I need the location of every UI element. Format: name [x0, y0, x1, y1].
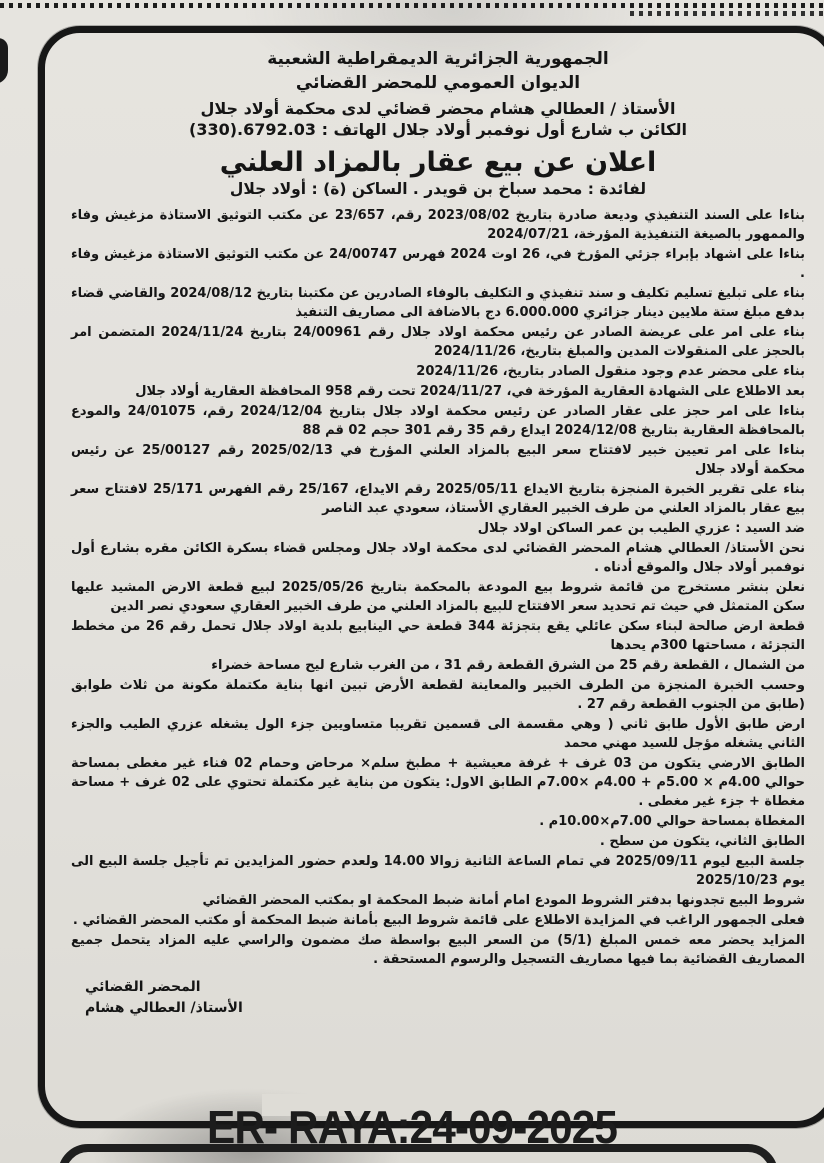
body-paragraph: الطابق الارضي يتكون من 03 غرف + غرفة معيشية + مطبخ سلم× مرحاض وحمام 02 فناء غير مغطى بمساحة حوالي 4.00م × 5.00م + 4.00م ×7.00م الطابق الاول: يتكون من بناية غير مكتملة تحتوي على 02 غرف + مساحة مغطاة + جزء غير مغطى .	[71, 756, 805, 809]
body-paragraph: قطعة ارض صالحة لبناء سكن عائلي يقع بتجزئة 344 قطعة حي الينابيع بلدية اولاد جلال تحمل رقم 26 من مخطط التجزئة ، مساحتها 300م يحدها	[71, 619, 805, 653]
page-title: اعلان عن بيع عقار بالمزاد العلني	[219, 147, 657, 178]
republic-line: الجمهورية الجزائرية الديمقراطية الشعبية	[267, 49, 609, 69]
body-paragraph: المزايد يحضر معه خمس المبلغ (5/1) من السعر البيع بواسطة صك مضمون والراسي عليه المزاد يتحمل جميع المصاريف القضائية بما فيها مصاريف التسجيل والرسوم المستحقة .	[71, 933, 806, 967]
body-paragraph: شروط البيع تجدونها بدفتر الشروط المودع امام أمانة ضبط المحكمة او بمكتب المحضر القضائي	[202, 893, 805, 908]
body-paragraph: بناء على امر على عريضة الصادر عن رئيس محكمة اولاد جلال رقم 24/00961 بتاريخ 2024/11/24 المتضمن امر بالحجز على المنقولات المدين والمبلغ بتاريخ، 2024/11/26	[71, 325, 805, 359]
next-announcement-frame-edge	[58, 1144, 778, 1163]
signature-name: الأستاذ/ العطالي هشام	[85, 1000, 243, 1016]
body-paragraph: الطابق الثاني، يتكون من سطح .	[599, 834, 805, 849]
address-label: الكائن ب شارع أول نوفمبر أولاد جلال الهاتف :	[321, 120, 687, 139]
address-phone-line	[71, 120, 805, 139]
body-paragraph: وحسب الخبرة المنجزة من الطرف الخبير والمعاينة لقطعة الأرض تبين انها بناية مكتملة مكونة من ثلاث طوابق (طابق من الجنوب القطعة رقم 27 .	[71, 678, 805, 712]
signature-role: المحضر القضائي	[85, 979, 201, 995]
body-paragraph: ضد السيد : عزري الطيب بن عمر الساكن اولاد جلال	[477, 521, 805, 536]
beneficiary-line: لفائدة : محمد سباخ بن قويدر . الساكن (ة) : أولاد جلال	[229, 180, 647, 198]
body-paragraph: من الشمال ، القطعة رقم 25 من الشرق القطعة رقم 31 ، من الغرب شارع ليح مساحة خضراء	[211, 658, 805, 673]
top-dotted-separator-right	[630, 11, 824, 16]
body-paragraph: بناءا على اشهاد بإبراء جزئي المؤرخ في، 26 اوت 2024 فهرس 24/00747 عن مكتب التوثيق الاستاذة مزغيش وفاء .	[71, 247, 806, 281]
body-paragraph: نحن الأستاذ/ العطالي هشام المحضر القضائي لدى محكمة اولاد جلال ومجلس قضاء بسكرة الكائن مقره بشارع أول نوفمبر أولاد جلال والموقع أدناه .	[71, 541, 805, 575]
body-paragraph: بناءا على امر تعيين خبير لافتتاح سعر البيع بالمزاد العلني المؤرخ في 2025/02/13 رقم 25/00127 عن رئيس محكمة أولاد جلال	[71, 443, 805, 477]
body-paragraph: بناءا على امر حجز على عقار الصادر عن رئيس محكمة اولاد جلال بتاريخ 2024/12/04 رقم، 24/01075 والمودع بالمحافظة العقارية بتاريخ 2024/12/08 ايداع رقم 35 رقم 301 حجم 02 قم 88	[71, 404, 805, 438]
announcement-frame	[38, 26, 824, 1128]
body-paragraph: المغطاة بمساحة حوالي 7.00م×10.00م .	[539, 814, 805, 829]
bailiff-line: الأستاذ / العطالي هشام محضر قضائي لدى محكمة أولاد جلال	[200, 99, 676, 118]
body-paragraph: جلسة البيع ليوم 2025/09/11 في تمام الساعة الثانية زوالا 14.00 ولعدم حضور المزايدين تم تأجيل جلسة البيع الى يوم 2025/10/23	[71, 854, 805, 888]
body-paragraph: بناء على تبليغ تسليم تكليف و سند تنفيذي و التكليف بالوفاء الصادرين عن مكتبنا بتاريخ 2024/08/12 والقاضي قضاء بدفع مبلغ ستة ملايين دينار جزائري 6.000.000 دج بالاضافة الى مصاريف التنفيذ	[71, 286, 805, 320]
publication-date-stamp: ER- RAYA:24-09-2025	[207, 1101, 617, 1153]
body-paragraph: فعلى الجمهور الراغب في المزايدة الاطلاع على قائمة شروط البيع بأمانة ضبط المحكمة أو مكتب المحضر القضائي .	[72, 913, 805, 928]
body-paragraph: بناء على محضر عدم وجود منقول الصادر بتاريخ، 2024/11/26	[416, 364, 805, 379]
body-paragraph: بناء على تقرير الخبرة المنجزة بتاريخ الايداع 2025/05/11 رقم الايداع، 25/167 رقم الفهرس 25/171 لافتتاح سعر بيع عقار بالمزاد العلني من طرف الخبير العقاري الأستاذ، سعودي عبد الناصر	[71, 482, 805, 516]
office-line: الديوان العمومي للمحضر القضائي	[295, 73, 581, 93]
adjacent-column-ink-fragment	[0, 38, 8, 84]
phone-number: (330).6792.03	[189, 120, 316, 139]
body-paragraph: بعد الاطلاع على الشهادة العقارية المؤرخة في، 2024/11/27 تحت رقم 958 المحافظة العقارية أولاد جلال	[135, 384, 805, 399]
body-paragraph: ارض طابق الأول طابق ثاني ( وهي مقسمة الى قسمين تقريبا متساويين جزء الول يشغله عزري الطيب والجزء الثاني يشغله مؤجل للسيد مهني محمد	[71, 717, 805, 751]
body-paragraph: نعلن بنشر مستخرج من قائمة شروط بيع المودعة بالمحكمة بتاريخ 2025/05/26 لبيع قطعة الارض المشيد عليها سكن المتمثل في حيث تم تحديد سعر الافتتاح للبيع بالمزاد العلني من طرف الخبير العقاري سعودي نصر الدين	[71, 580, 805, 614]
signature-block	[71, 977, 805, 1019]
top-dotted-separator	[0, 3, 824, 8]
document-header	[71, 49, 805, 198]
announcement-body	[71, 206, 805, 969]
body-paragraph: بناءا على السند التنفيذي وديعة صادرة بتاريخ 2023/08/02 رقم، 23/657 عن مكتب التوثيق الاستاذة مزغيش وفاء والممهور بالصيغة التنفيذية المؤرخة، 2024/07/21	[71, 208, 806, 242]
